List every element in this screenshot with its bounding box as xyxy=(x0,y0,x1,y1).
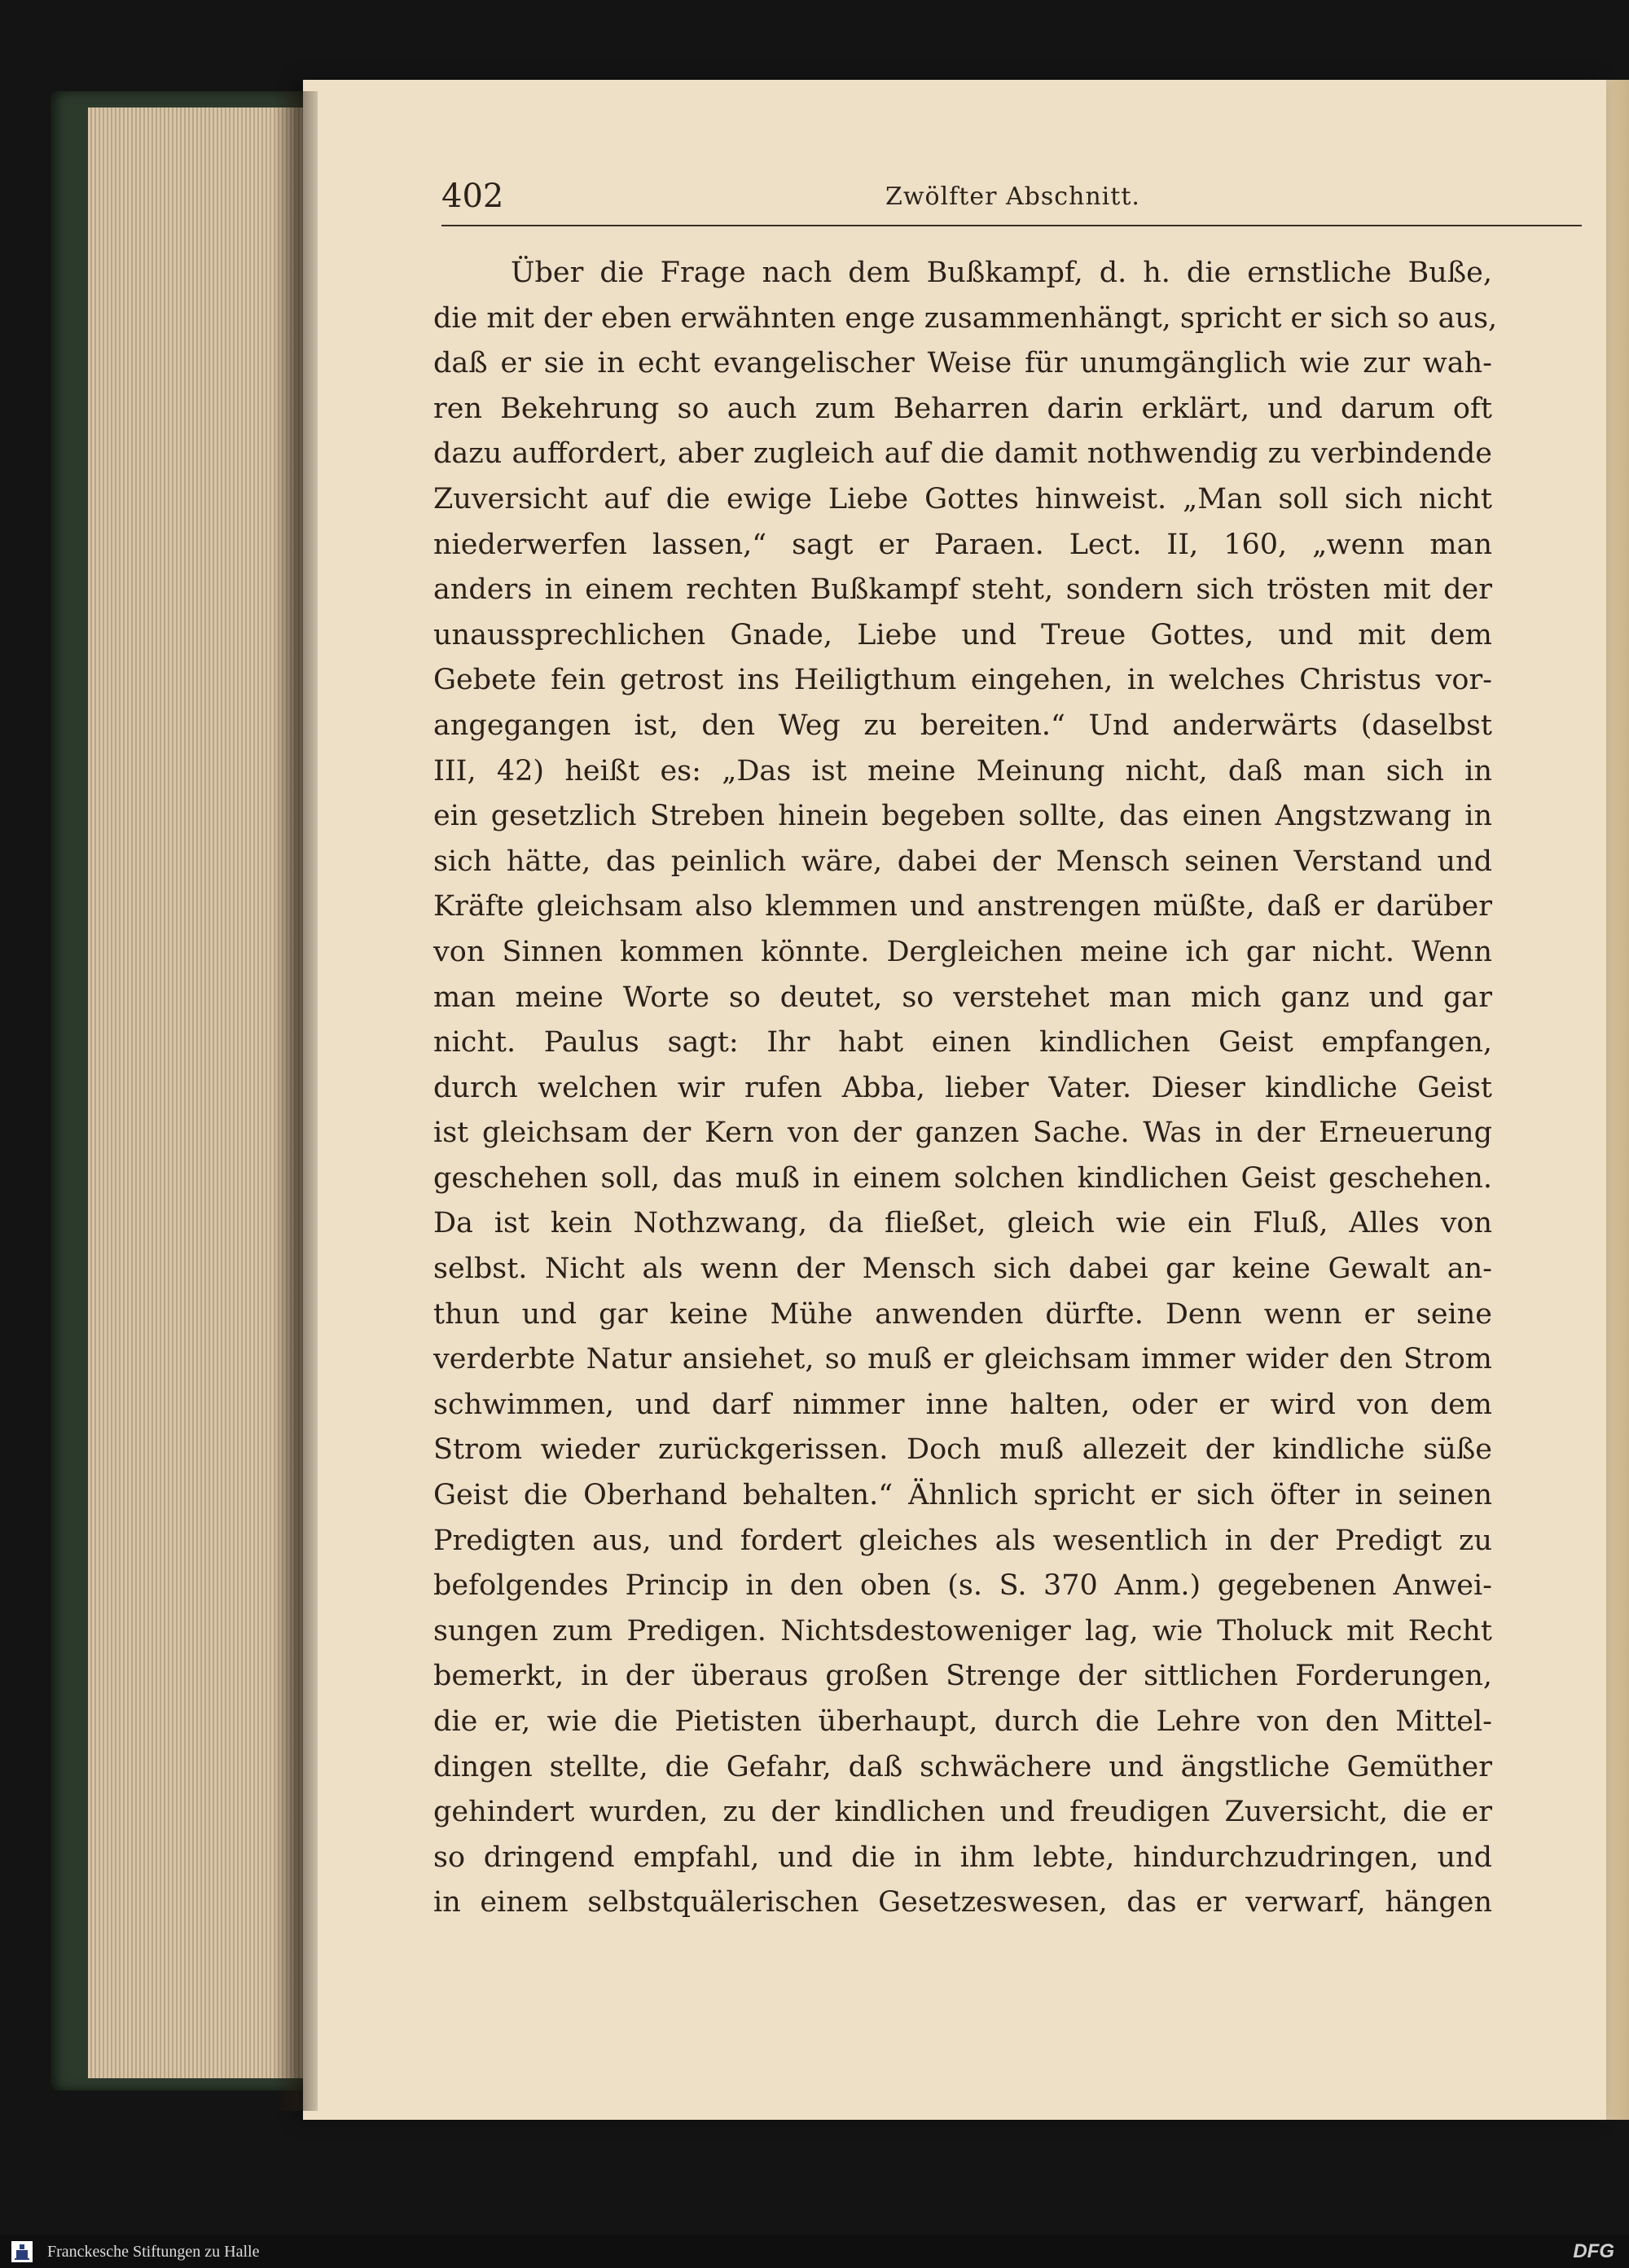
text-line: nicht. Paulus sagt: Ihr habt einen kindlichen Geist empfangen, xyxy=(433,1026,1492,1059)
text-line: bemerkt, in der überaus großen Strenge der sittlichen Forderungen, xyxy=(433,1660,1492,1693)
text-line: unaussprechlichen Gnade, Liebe und Treue Gottes, und mit dem xyxy=(433,618,1492,651)
text-line: geschehen soll, das muß in einem solchen kindlichen Geist geschehen. xyxy=(433,1161,1492,1195)
spine-shadow xyxy=(273,91,318,2111)
text-line: ist gleichsam der Kern von der ganzen Sache. Was in der Erneuerung xyxy=(433,1116,1492,1150)
page-number: 402 xyxy=(441,178,504,215)
text-line: anders in einem rechten Bußkampf steht, sondern sich trösten mit der xyxy=(433,573,1492,607)
footer-bar xyxy=(0,2235,1629,2268)
text-line: befolgendes Princip in den oben (s. S. 370 Anm.) gegebenen Anwei- xyxy=(433,1569,1492,1603)
text-line: angegangen ist, den Weg zu bereiten.“ Und anderwärts (daselbst xyxy=(433,708,1492,742)
text-line: Über die Frage nach dem Bußkampf, d. h. die ernstliche Buße, xyxy=(511,257,1492,289)
text-line: so dringend empfahl, und die in ihm lebte, hindurchzudringen, und xyxy=(433,1840,1492,1874)
institution-name: Franckesche Stiftungen zu Halle xyxy=(47,2243,260,2261)
text-line: von Sinnen kommen könnte. Dergleichen meine ich gar nicht. Wenn xyxy=(433,935,1492,968)
text-line: sungen zum Predigen. Nichtsdestoweniger lag, wie Tholuck mit Recht xyxy=(433,1614,1492,1647)
dfg-logo: DFG xyxy=(1573,2240,1614,2262)
page-header xyxy=(441,176,1582,226)
text-line: dingen stellte, die Gefahr, daß schwächere und ängstliche Gemüther xyxy=(433,1750,1492,1783)
text-line: ein gesetzlich Streben hinein begeben sollte, das einen Angstzwang in xyxy=(433,800,1492,833)
text-line: III, 42) heißt es: „Das ist meine Meinung nicht, daß man sich in xyxy=(433,754,1492,787)
text-line: Gebete fein getrost ins Heiligthum eingehen, in welches Christus vor- xyxy=(433,664,1492,697)
text-line: Kräfte gleichsam also klemmen und anstrengen müßte, daß er darüber xyxy=(433,890,1492,923)
book-page xyxy=(303,80,1606,2120)
text-line: Zuversicht auf die ewige Liebe Gottes hinweist. „Man soll sich nicht xyxy=(433,482,1492,515)
text-line: thun und gar keine Mühe anwenden dürfte. Denn wenn er seine xyxy=(433,1297,1492,1331)
text-line: die mit der eben erwähnten enge zusammenhängt, spricht er sich so aus, xyxy=(433,301,1498,335)
text-line: Da ist kein Nothzwang, da fließet, gleich wie ein Fluß, Alles von xyxy=(433,1207,1492,1240)
text-line: in einem selbstquälerischen Gesetzeswesen, das er verwarf, hängen xyxy=(433,1886,1492,1919)
text-line: selbst. Nicht als wenn der Mensch sich dabei gar keine Gewalt an- xyxy=(433,1252,1492,1286)
text-line: Predigten aus, und fordert gleiches als wesentlich in der Predigt zu xyxy=(433,1524,1492,1557)
body-text xyxy=(433,251,1498,1926)
institution-logo-icon xyxy=(11,2241,33,2262)
text-line: sich hätte, das peinlich wäre, dabei der Mensch seinen Verstand und xyxy=(433,844,1492,878)
text-line: Geist die Oberhand behalten.“ Ähnlich spricht er sich öfter in seinen xyxy=(433,1479,1492,1512)
text-line: die er, wie die Pietisten überhaupt, durch die Lehre von den Mittel- xyxy=(433,1705,1492,1738)
text-line: verderbte Natur ansiehet, so muß er gleichsam immer wider den Strom xyxy=(433,1343,1492,1376)
text-line: ren Bekehrung so auch zum Beharren darin erklärt, und darum oft xyxy=(433,392,1492,425)
text-line: man meine Worte so deutet, so verstehet man mich ganz und gar xyxy=(433,980,1492,1014)
text-line: Strom wieder zurückgerissen. Doch muß allezeit der kindliche süße xyxy=(433,1433,1492,1467)
running-head: Zwölfter Abschnitt. xyxy=(885,182,1140,211)
text-line: durch welchen wir rufen Abba, lieber Vater. Dieser kindliche Geist xyxy=(433,1071,1492,1104)
text-line: daß er sie in echt evangelischer Weise für unumgänglich wie zur wah- xyxy=(433,347,1492,380)
text-line: schwimmen, und darf nimmer inne halten, oder er wird von dem xyxy=(433,1388,1492,1421)
text-line: niederwerfen lassen,“ sagt er Paraen. Lect. II, 160, „wenn man xyxy=(433,528,1492,561)
text-line: gehindert wurden, zu der kindlichen und freudigen Zuversicht, die er xyxy=(433,1796,1492,1829)
text-line: dazu auffordert, aber zugleich auf die damit nothwendig zu verbindende xyxy=(433,437,1492,471)
